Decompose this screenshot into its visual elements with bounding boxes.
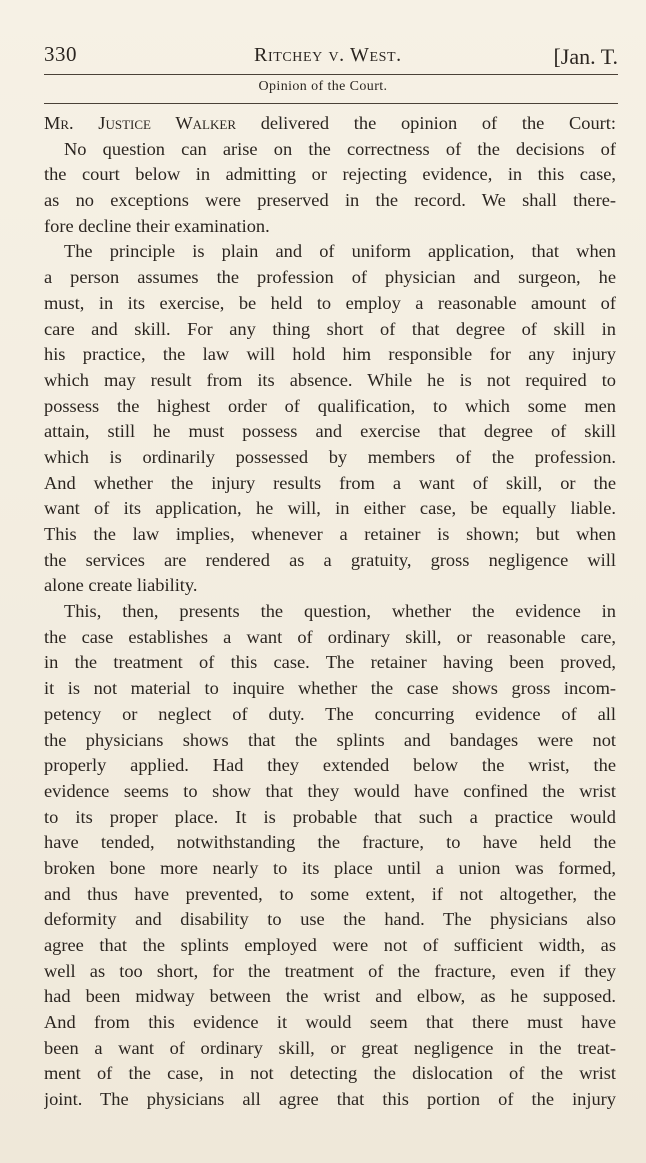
- term-label: [Jan. T.: [553, 44, 618, 69]
- text-line: his practice, the law will hold him responsible for any injury: [44, 344, 616, 365]
- text-line: And from this evidence it would seem that there must have: [44, 1012, 616, 1033]
- text-line: it is not material to inquire whether the case shows gross incom-: [44, 678, 616, 699]
- text-line: evidence seems to show that they would have confined the wrist: [44, 780, 616, 801]
- text-line: which is ordinarily possessed by members of the profession.: [44, 446, 616, 467]
- text-line: No question can arise on the correctness of the decisions of: [64, 138, 616, 159]
- case-title: Ritchey v. West.: [254, 44, 402, 66]
- page-number: 330: [44, 42, 77, 66]
- text-line: deformity and disability to use the hand. The physicians also: [44, 909, 616, 930]
- justice-name: Mr. Justice Walker: [44, 113, 237, 133]
- text-line: which may result from its absence. While he is not required to: [44, 369, 616, 390]
- text-line: to its proper place. It is probable that such a practice would: [44, 806, 616, 827]
- text-line: And whether the injury results from a want of skill, or the: [44, 472, 616, 493]
- section-subheading: Opinion of the Court.: [258, 79, 388, 94]
- text-line: broken bone more nearly to its place until a union was formed,: [44, 857, 616, 878]
- text-line: fore decline their examination.: [44, 215, 270, 236]
- text-line: and thus have prevented, to some extent, if not altogether, the: [44, 883, 616, 904]
- opinion-text: [44, 111, 616, 1113]
- text-line: been a want of ordinary skill, or great negligence in the treat-: [44, 1037, 616, 1058]
- text-line: the services are rendered as a gratuity, gross negligence will: [44, 549, 616, 570]
- text-line: alone create liability.: [44, 575, 198, 596]
- text-line: the physicians shows that the splints and bandages were not: [44, 729, 616, 750]
- text-line: have tended, notwithstanding the fracture, to have held the: [44, 832, 616, 853]
- text-line: in the treatment of this case. The retainer having been proved,: [44, 652, 616, 673]
- text-line-opening: [44, 111, 616, 137]
- text-line: must, in its exercise, be held to employ a reasonable amount of: [44, 292, 616, 313]
- text-line: possess the highest order of qualification, to which some men: [44, 395, 616, 416]
- opening-text: delivered the opinion of the Court:: [260, 113, 616, 133]
- text-line: the case establishes a want of ordinary skill, or reasonable care,: [44, 626, 616, 647]
- text-line: joint. The physicians all agree that this portion of the injury: [44, 1089, 616, 1110]
- text-line: ment of the case, in not detecting the dislocation of the wrist: [44, 1063, 616, 1084]
- header-rule-top: [44, 74, 618, 75]
- text-line: properly applied. Had they extended below the wrist, the: [44, 755, 616, 776]
- text-line: had been midway between the wrist and elbow, as he supposed.: [44, 986, 616, 1007]
- text-line: well as too short, for the treatment of the fracture, even if they: [44, 960, 616, 981]
- text-line: care and skill. For any thing short of that degree of skill in: [44, 318, 616, 339]
- header-rule-bottom: [44, 103, 618, 104]
- text-line: as no exceptions were preserved in the record. We shall there-: [44, 190, 616, 211]
- text-line: want of its application, he will, in either case, be equally liable.: [44, 498, 616, 519]
- text-line: This the law implies, whenever a retainer is shown; but when: [44, 524, 616, 544]
- text-line: the court below in admitting or rejecting evidence, in this case,: [44, 164, 616, 185]
- text-line: petency or neglect of duty. The concurring evidence of all: [44, 703, 616, 724]
- text-line: attain, still he must possess and exercise that degree of skill: [44, 421, 616, 442]
- running-head: [44, 40, 618, 72]
- text-line: The principle is plain and of uniform application, that when: [64, 241, 616, 262]
- text-line: agree that the splints employed were not of sufficient width, as: [44, 935, 616, 955]
- text-line: a person assumes the profession of physician and surgeon, he: [44, 267, 616, 288]
- text-line: This, then, presents the question, whether the evidence in: [64, 601, 616, 622]
